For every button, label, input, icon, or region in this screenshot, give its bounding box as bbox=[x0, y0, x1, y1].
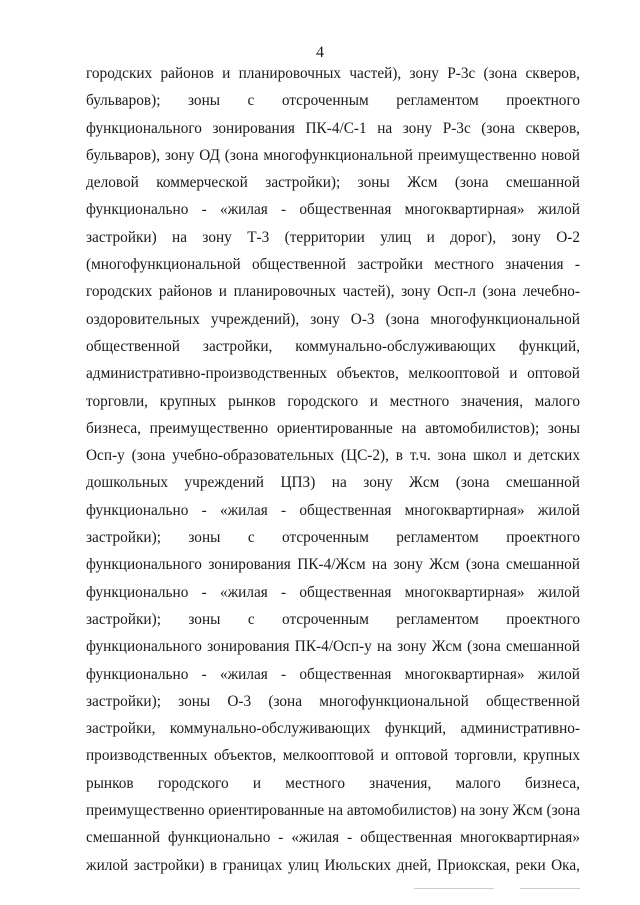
text-line: (многофункциональной общественной застройки местного значения - bbox=[86, 256, 580, 274]
text-line: производственных объектов, мелкооптовой и оптовой торговли, крупных bbox=[86, 747, 580, 765]
text-line: преимущественно ориентированные на автомобилистов) на зону Жсм (зона bbox=[86, 802, 581, 820]
text-line: общественной застройки, коммунально-обслуживающих функций, bbox=[86, 337, 580, 355]
text-line: функционального зонирования ПК-4/Жсм на зону Жсм (зона смешанной bbox=[86, 556, 580, 574]
text-line: функционально - «жилая - общественная многоквартирная» жилой bbox=[86, 665, 580, 683]
text-line: рынков городского и местного значения, малого бизнеса, bbox=[86, 774, 580, 792]
text-line: функционально - «жилая - общественная многоквартирная» жилой bbox=[86, 501, 580, 519]
text-line: жилой застройки) в границах улиц Июльских дней, Приокская, реки Ока, bbox=[86, 856, 580, 874]
text-line: функционального зонирования ПК-4/Осп-у на зону Жсм (зона смешанной bbox=[86, 638, 580, 656]
text-line: функционального зонирования ПК-4/С-1 на зону Р-3с (зона скверов, bbox=[86, 119, 580, 137]
text-line: функционально - «жилая - общественная многоквартирная» жилой bbox=[86, 583, 580, 601]
text-line: функционально - «жилая - общественная многоквартирная» жилой bbox=[86, 201, 580, 219]
text-line: застройки) на зону Т-3 (территории улиц и дорог), зону О-2 bbox=[86, 228, 580, 246]
text-line: торговли, крупных рынков городского и местного значения, малого bbox=[86, 392, 580, 410]
text-line: смешанной функционально - «жилая - общественная многоквартирная» bbox=[86, 829, 580, 847]
text-line: оздоровительных учреждений), зону О-3 (зона многофункциональной bbox=[86, 310, 580, 328]
text-line: застройки); зоны с отсроченным регламентом проектного bbox=[86, 610, 580, 628]
page-number: 4 bbox=[316, 44, 324, 61]
text-line: городских районов и планировочных частей), зону Р-3с (зона скверов, bbox=[86, 65, 580, 82]
text-line: Осп-у (зона учебно-образовательных (ЦС-2), в т.ч. зона школ и детских bbox=[86, 447, 580, 465]
body-text bbox=[86, 60, 580, 879]
text-line: застройки); зоны с отсроченным регламентом проектного bbox=[86, 529, 580, 547]
text-line: административно-производственных объектов, мелкооптовой и оптовой bbox=[86, 365, 580, 383]
text-line: застройки, коммунально-обслуживающих функций, административно- bbox=[86, 720, 580, 738]
text-line: застройки); зоны О-3 (зона многофункциональной общественной bbox=[86, 692, 580, 710]
text-line: деловой коммерческой застройки); зоны Жсм (зона смешанной bbox=[86, 174, 580, 192]
text-line: бульваров), зону ОД (зона многофункциональной преимущественно новой bbox=[86, 146, 580, 164]
scan-artifact bbox=[414, 888, 494, 889]
text-line: дошкольных учреждений ЦПЗ) на зону Жсм (зона смешанной bbox=[86, 474, 580, 492]
text-line: бизнеса, преимущественно ориентированные на автомобилистов); зоны bbox=[86, 419, 580, 437]
text-line: бульваров); зоны с отсроченным регламентом проектного bbox=[86, 92, 580, 110]
text-line: городских районов и планировочных частей), зону Осп-л (зона лечебно- bbox=[86, 283, 580, 301]
scan-artifact bbox=[520, 888, 580, 889]
